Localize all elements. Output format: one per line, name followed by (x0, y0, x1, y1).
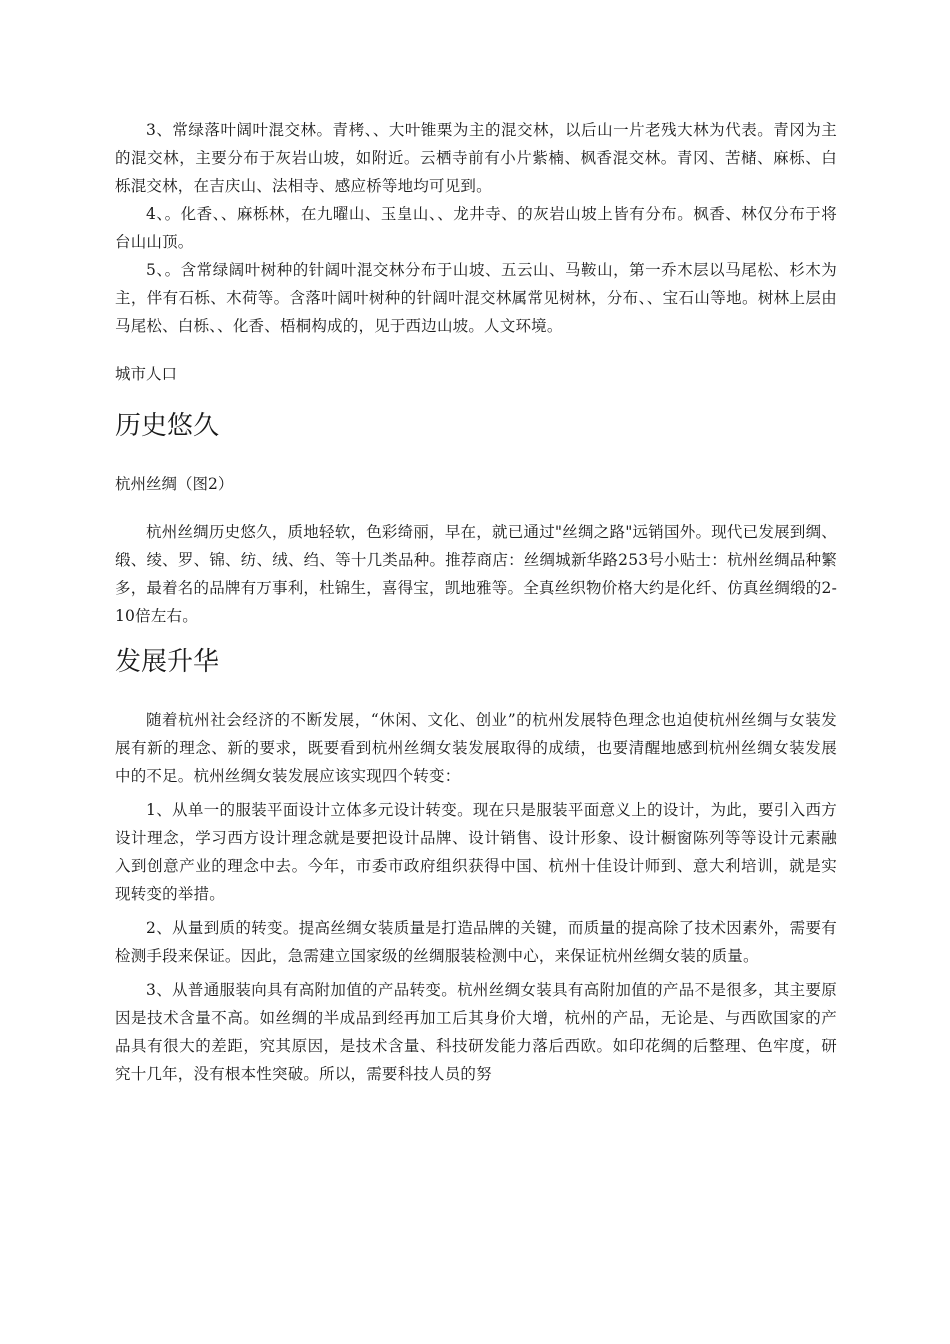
paragraph-hangzhou-silk: 杭州丝绸历史悠久，质地轻软，色彩绮丽，早在，就已通过"丝绸之路"远销国外。现代已发展到绸、缎、绫、罗、锦、纺、绒、绉、等十几类品种。推荐商店：丝绸城新华路253号小贴士：杭州丝绸品种繁多，最着名的品牌有万事利，杜锦生，喜得宝，凯地雅等。全真丝织物价格大约是化纤、仿真丝绸缎的2-10倍左右。 (115, 523, 838, 625)
heading-history: 历史悠久 (115, 411, 220, 441)
label-hangzhou-silk: 杭州丝绸（图2） (115, 475, 234, 493)
paragraph-transition-2: 2、从量到质的转变。提高丝绸女装质量是打造品牌的关键，而质量的提高除了技术因素外，需要有检测手段来保证。因此，急需建立国家级的丝绸服装检测中心，来保证杭州丝绸女装的质量。 (115, 919, 837, 965)
paragraph-forest-type-3: 3、常绿落叶阔叶混交林。青栲、、大叶锥栗为主的混交林，以后山一片老残大林为代表。青冈为主的混交林，主要分布于灰岩山坡，如附近。云栖寺前有小片紫楠、枫香混交林。青冈、苦槠、麻栎、白栎混交林，在吉庆山、法相寺、感应桥等地均可见到。 (115, 121, 837, 195)
paragraph-transition-1: 1、从单一的服装平面设计立体多元设计转变。现在只是服装平面意义上的设计，为此，要引入西方设计理念，学习西方设计理念就是要把设计品牌、设计销售、设计形象、设计橱窗陈列等等设计元素融入到创意产业的理念中去。今年，市委市政府组织获得中国、杭州十佳设计师到、意大利培训，就是实现转变的举措。 (115, 801, 837, 903)
paragraph-transition-3: 3、从普通服装向具有高附加值的产品转变。杭州丝绸女装具有高附加值的产品不是很多，其主要原因是技术含量不高。如丝绸的半成品到经再加工后其身价大增，杭州的产品，无论是、与西欧国家的产品具有很大的差距，究其原因，是技术含量、科技研发能力落后西欧。如印花绸的后整理、色牢度，研究十几年，没有根本性突破。所以，需要科技人员的努 (115, 981, 837, 1083)
paragraph-development-intro: 随着杭州社会经济的不断发展，“休闲、文化、创业”的杭州发展特色理念也迫使杭州丝绸与女装发展有新的理念、新的要求，既要看到杭州丝绸女装发展取得的成绩，也要清醒地感到杭州丝绸女装发展中的不足。杭州丝绸女装发展应该实现四个转变： (115, 711, 837, 785)
paragraph-forest-type-4: 4、。化香、、麻栎林，在九曜山、玉皇山、、龙井寺、的灰岩山坡上皆有分布。枫香、林仅分布于将台山山顶。 (115, 205, 837, 251)
paragraph-forest-type-5: 5、。含常绿阔叶树种的针阔叶混交林分布于山坡、五云山、马鞍山，第一乔木层以马尾松、杉木为主，伴有石栎、木荷等。含落叶阔叶树种的针阔叶混交林属常见树林，分布、、宝石山等地。树林上层由马尾松、白栎、、化香、梧桐构成的，见于西边山坡。人文环境。 (115, 261, 837, 335)
heading-development: 发展升华 (115, 647, 220, 677)
label-city-population: 城市人口 (115, 365, 178, 383)
document-body (115, 116, 837, 1088)
